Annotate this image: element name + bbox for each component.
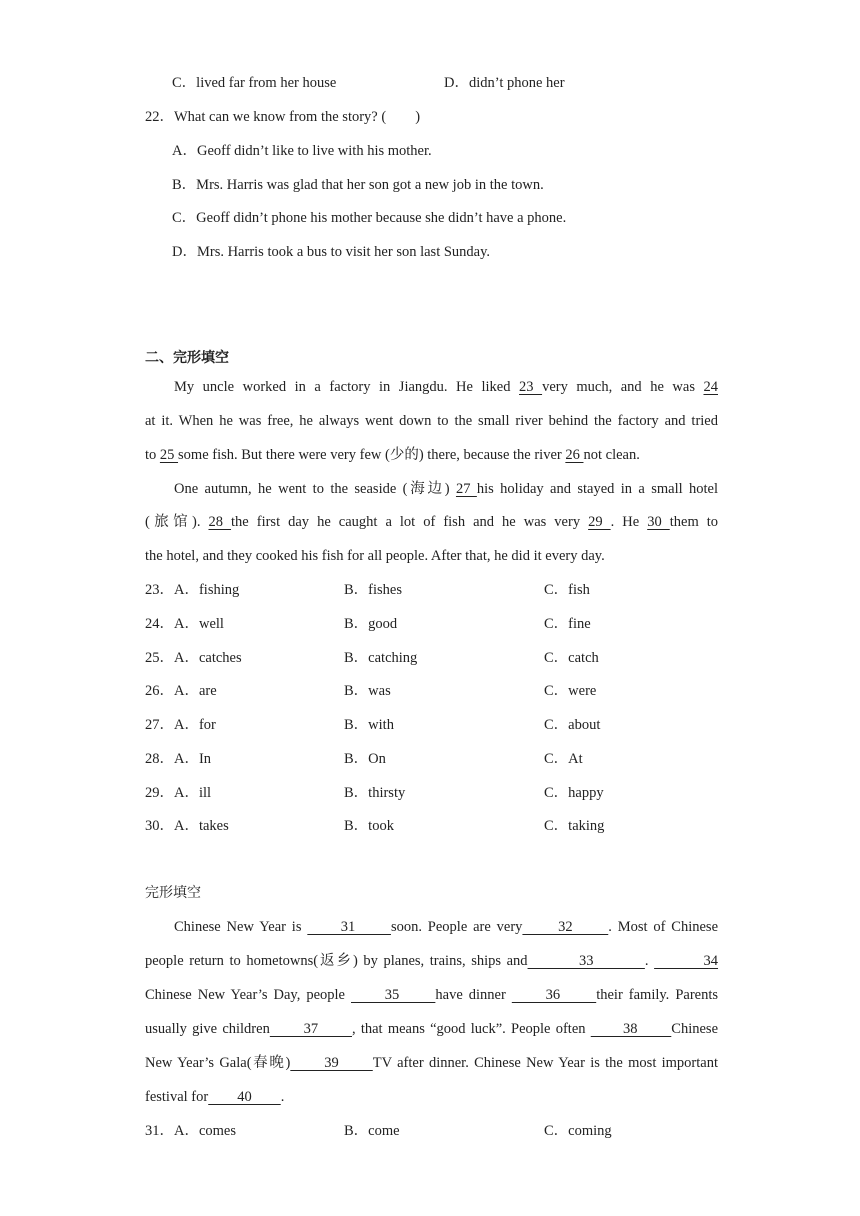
q30-c: C．taking xyxy=(544,818,605,834)
blank-39: 39 xyxy=(290,1055,373,1071)
passage3-line2: people return to hometowns(返乡) by planes, trains, ships and 33 . 34 xyxy=(145,953,719,969)
q28-a: 28．A．In xyxy=(145,751,212,767)
q31-a: 31．A．comes xyxy=(145,1123,237,1139)
q29-a: 29．A．ill xyxy=(145,785,212,801)
passage3-line5: New Year’s Gala(春晚) 39 TV after dinner. Chinese New Year is the most important xyxy=(145,1055,719,1071)
blank-24: 24 xyxy=(703,379,718,395)
q30-b: B．took xyxy=(344,818,394,834)
blank-27: 27 xyxy=(455,481,477,497)
passage3-line6: festival for 40 . xyxy=(145,1089,285,1105)
q22-option-a: A．Geoff didn’t like to live with his mother. xyxy=(172,143,432,159)
q31-b: B．come xyxy=(344,1123,400,1139)
blank-37: 37 xyxy=(269,1021,352,1037)
passage1-line3: to 25 some fish. But there were very few (少的) there, because the river 26 not clean. xyxy=(145,447,640,463)
passage2-line2: (旅馆). 28 the first day he caught a lot of fish and he was very 29 . He 30 them to xyxy=(145,514,719,530)
q22-option-c: C．Geoff didn’t phone his mother because she didn’t have a phone. xyxy=(172,210,567,226)
blank-34: 34 xyxy=(654,953,719,969)
blank-38: 38 xyxy=(590,1021,672,1037)
q22-option-b: B．Mrs. Harris was glad that her son got a new job in the town. xyxy=(172,177,544,193)
blank-23: 23 xyxy=(519,379,543,395)
blank-30: 30 xyxy=(647,514,670,530)
passage3-line4: usually give children 37 , that means “good luck”. People often 38 Chinese xyxy=(145,1021,719,1037)
passage1-line2: at it. When he was free, he always went down to the small river behind the factory and tried xyxy=(145,413,718,429)
q28-b: B．On xyxy=(344,751,386,767)
q25-a: 25．A．catches xyxy=(145,650,242,666)
q21-option-c: C．lived far from her house xyxy=(172,75,337,91)
q29-c: C．happy xyxy=(544,785,604,801)
blank-32: 32 xyxy=(522,919,609,935)
q23-a: 23．A．fishing xyxy=(145,582,240,598)
blank-40: 40 xyxy=(208,1089,281,1105)
q26-b: B．was xyxy=(344,683,391,699)
section2-heading: 二、完形填空 xyxy=(145,350,229,366)
q24-b: B．good xyxy=(344,616,398,632)
q30-a: 30．A．takes xyxy=(145,818,229,834)
q27-a: 27．A．for xyxy=(145,717,216,733)
passage1-line1: My uncle worked in a factory in Jiangdu. He liked 23 very much, and he was 24 xyxy=(174,379,718,395)
q25-b: B．catching xyxy=(344,650,418,666)
q23-b: B．fishes xyxy=(344,582,402,598)
q24-a: 24．A．well xyxy=(145,616,224,632)
blank-36: 36 xyxy=(511,987,597,1003)
q27-c: C．about xyxy=(544,717,601,733)
q24-c: C．fine xyxy=(544,616,591,632)
q27-b: B．with xyxy=(344,717,394,733)
blank-31: 31 xyxy=(307,919,391,935)
passage2-line3: the hotel, and they cooked his fish for all people. After that, he did it every day. xyxy=(145,548,605,564)
q26-c: C．were xyxy=(544,683,597,699)
q21-option-d: D．didn’t phone her xyxy=(444,75,565,91)
blank-33: 33 xyxy=(527,953,645,969)
q31-c: C．coming xyxy=(544,1123,612,1139)
blank-28: 28 xyxy=(208,514,232,530)
q25-c: C．catch xyxy=(544,650,599,666)
passage3-line3: Chinese New Year’s Day, people 35 have dinner 36 their family. Parents xyxy=(145,987,718,1003)
blank-29: 29 xyxy=(588,514,611,530)
section3-heading: 完形填空 xyxy=(145,885,201,901)
passage2-line1: One autumn, he went to the seaside (海边) 27 his holiday and stayed in a small hotel xyxy=(174,481,719,497)
q22-stem: 22．What can we know from the story? ( ) xyxy=(145,109,421,125)
blank-26: 26 xyxy=(565,447,584,463)
q29-b: B．thirsty xyxy=(344,785,406,801)
passage3-line1: Chinese New Year is 31 soon. People are very 32 . Most of Chinese xyxy=(174,919,719,935)
q23-c: C．fish xyxy=(544,582,590,598)
q26-a: 26．A．are xyxy=(145,683,217,699)
blank-25: 25 xyxy=(159,447,179,463)
q28-c: C．At xyxy=(544,751,583,767)
q22-option-d: D．Mrs. Harris took a bus to visit her son last Sunday. xyxy=(172,244,491,260)
blank-35: 35 xyxy=(351,987,436,1003)
